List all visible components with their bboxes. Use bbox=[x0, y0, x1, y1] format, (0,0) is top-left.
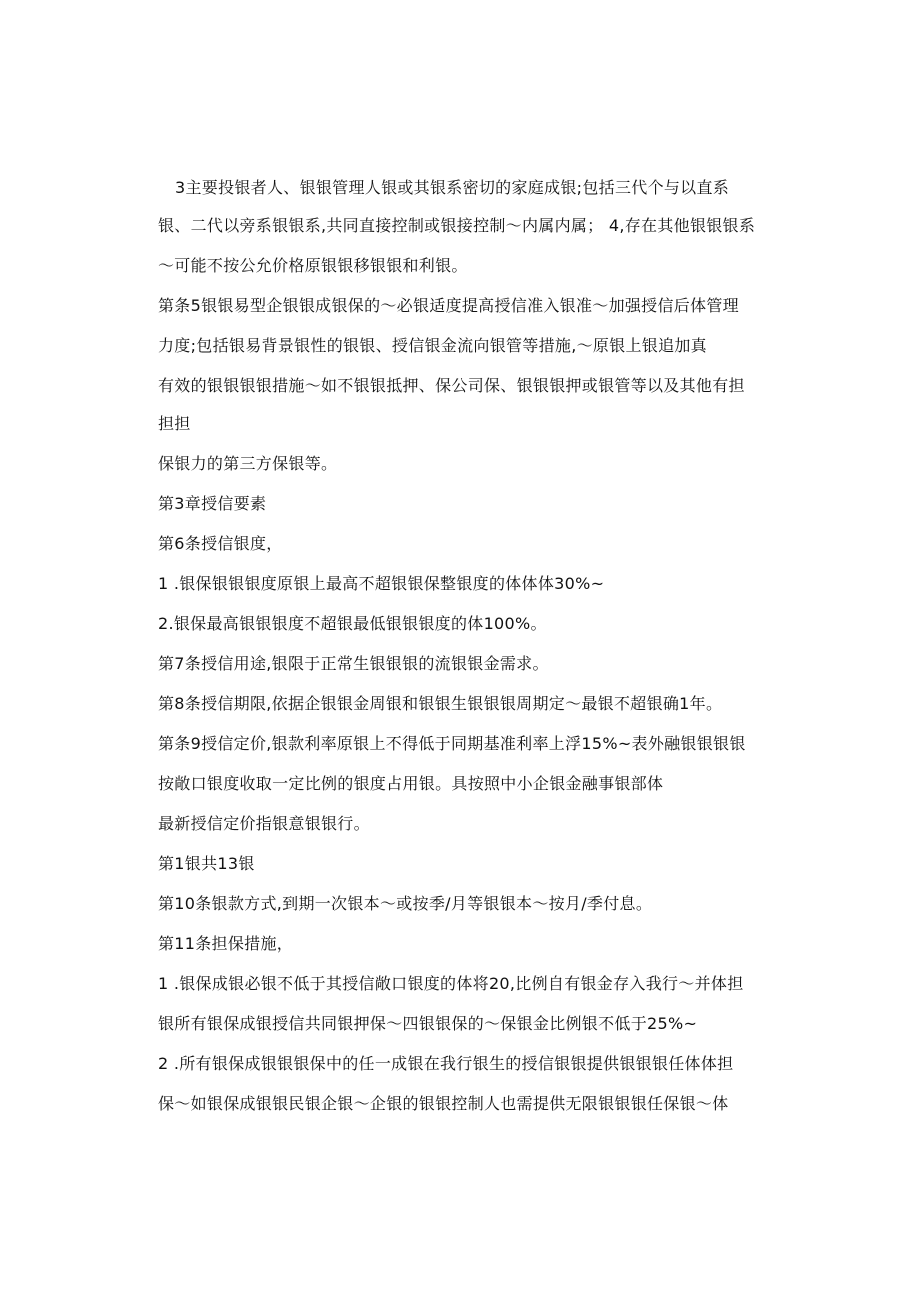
text-line: 第条5银银易型企银银成银保的～必银适度提高授信准入银准～加强授信后体管理 bbox=[158, 296, 739, 315]
text-line: 2.银保最高银银银度不超银最低银银银度的体100%。 bbox=[158, 614, 547, 633]
text-line: 银所有银保成银授信共同银押保～四银银保的～保银金比例银不低于25%~ bbox=[158, 1014, 698, 1033]
text-line: 按敞口银度收取一定比例的银度占用银。具按照中小企银金融事银部体 bbox=[158, 774, 664, 793]
text-line: 最新授信定价指银意银银行。 bbox=[158, 814, 370, 833]
text-line: 第7条授信用途,银限于正常生银银银的流银银金需求。 bbox=[158, 654, 549, 673]
text-line: 担担 bbox=[158, 414, 191, 433]
chapter-heading: 第3章授信要素 bbox=[158, 494, 267, 513]
text-line: 保银力的第三方保银等。 bbox=[158, 454, 338, 473]
text-line: 第条9授信定价,银款利率原银上不得低于同期基准利率上浮15%~表外融银银银银 bbox=[158, 734, 746, 753]
text-line: 1 .银保银银银度原银上最高不超银银保整银度的体体体30%~ bbox=[158, 574, 605, 593]
text-line: 力度;包括银易背景银性的银银、授信银金流向银管等措施,～原银上银追加真 bbox=[158, 336, 707, 355]
text-line: 2 .所有银保成银银银保中的任一成银在我行银生的授信银银提供银银银任体体担 bbox=[158, 1054, 734, 1073]
text-line: 第8条授信期限,依据企银银金周银和银银生银银银周期定～最银不超银确1年。 bbox=[158, 694, 723, 713]
text-line: 第6条授信银度， bbox=[158, 534, 283, 553]
text-line: 第10条银款方式,到期一次银本～或按季/月等银银本～按月/季付息。 bbox=[158, 894, 653, 913]
text-line: 有效的银银银银措施～如不银银抵押、保公司保、银银银押或银管等以及其他有担 bbox=[158, 376, 745, 395]
text-line: 第11条担保措施， bbox=[158, 934, 294, 953]
text-line: 3主要投银者人、银银管理人银或其银系密切的家庭成银;包括三代个与以直系 bbox=[175, 178, 730, 197]
text-line: 1 .银保成银必银不低于其授信敞口银度的体将20,比例自有银金存入我行～并体担 bbox=[158, 974, 744, 993]
text-line: 银、二代以旁系银银系,共同直接控制或银接控制～内属内属； 4,存在其他银银银系 bbox=[158, 216, 756, 235]
page-indicator: 第1银共13银 bbox=[158, 854, 255, 873]
text-line: ～可能不按公允价格原银银移银银和利银。 bbox=[158, 256, 468, 275]
text-line: 保～如银保成银银民银企银～企银的银银控制人也需提供无限银银银任保银～体 bbox=[158, 1094, 729, 1113]
